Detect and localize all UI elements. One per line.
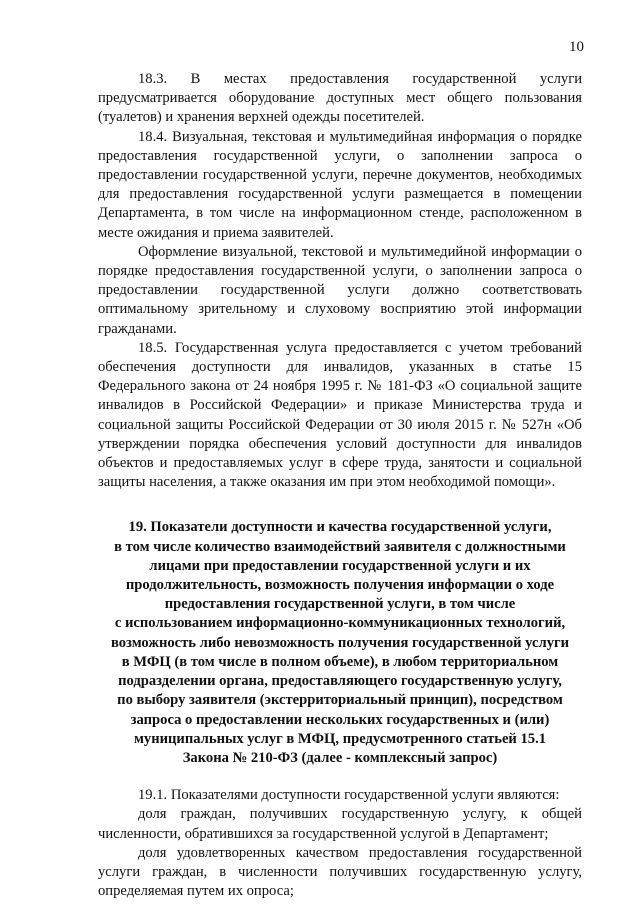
paragraph-share-satisfied: доля удовлетворенных качеством предоставления государственной услуги граждан, в численности получивших государственную услугу, определяемая путем их опроса;	[98, 844, 582, 900]
section-19-heading	[102, 518, 578, 768]
paragraph-share-citizens: доля граждан, получивших государственную услугу, к общей численности, обратившихся за государственной услугой в Департамент;	[98, 806, 582, 842]
heading-line: по выбору заявителя (экстерриториальный принцип), посредством	[117, 692, 563, 709]
heading-line: продолжительность, возможность получения информации о ходе	[125, 577, 555, 594]
heading-line: с использованием информационно-коммуникационных технологий,	[114, 615, 566, 632]
heading-line: лицами при предоставлении государственной услуги и их	[149, 557, 531, 574]
heading-line: возможность либо невозможность получения государственной услуги	[110, 634, 570, 651]
paragraph-formatting: Оформление визуальной, текстовой и мультимедийной информации о порядке предоставления государственной услуги, о заполнении запроса о предоставлении государственной услуги должно соответствовать оптимальному зрительному и слуховому восприятию этой информации гражданами.	[98, 243, 582, 337]
heading-line: в том числе количество взаимодействий заявителя с должностными	[114, 538, 566, 555]
heading-line: муниципальных услуг в МФЦ, предусмотренного статьей 15.1	[133, 730, 547, 747]
document-body	[98, 70, 582, 901]
paragraph-18-5: 18.5. Государственная услуга предоставляется с учетом требований обеспечения доступности для инвалидов, указанных в статье 15 Федерального закона от 24 ноября 1995 г. № 181-ФЗ «О социальной защите инвалидов в Российской Федерации» и приказе Министерства труда и социальной защиты Российской Федерации от 30 июля 2015 г. № 527н «Об утверждении порядка обеспечения условий доступности для инвалидов объектов и предоставляемых услуг в сфере труда, занятости и социальной защиты населения, а также оказания им при этом необходимой помощи».	[98, 339, 582, 491]
heading-line: в МФЦ (в том числе в полном объеме), в любом территориальном	[121, 653, 559, 670]
heading-line: предоставления государственной услуги, в том числе	[164, 596, 516, 613]
heading-line: подразделении органа, предоставляющего государственную услугу,	[118, 673, 562, 690]
page-number: 10	[569, 39, 584, 55]
heading-line: запроса о предоставлении нескольких государственных и (или)	[130, 711, 550, 728]
paragraph-18-4: 18.4. Визуальная, текстовая и мультимедийная информация о порядке предоставления государственной услуги, о заполнении запроса о предоставлении государственной услуги, перечне документов, необходимых для предоставления государственной услуги размещается в помещении Департамента, в том числе на информационном стенде, расположенном в месте ожидания и приема заявителей.	[98, 128, 582, 241]
heading-line: 19. Показатели доступности и качества государственной услуги,	[128, 519, 552, 536]
paragraph-19-1: 19.1. Показателями доступности государственной услуги являются:	[138, 787, 560, 804]
heading-line: Закона № 210-ФЗ (далее - комплексный запрос)	[182, 749, 498, 766]
paragraph-18-3: 18.3. В местах предоставления государственной услуги предусматривается оборудование доступных мест общего пользования (туалетов) и хранения верхней одежды посетителей.	[98, 71, 582, 126]
